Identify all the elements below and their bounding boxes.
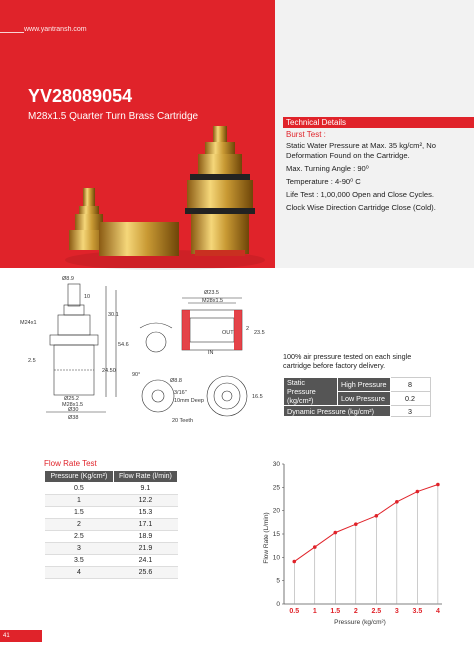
high-pressure-label: High Pressure (338, 378, 391, 392)
pressure-cell: 1 (45, 495, 114, 507)
table-row (45, 531, 178, 543)
column-header-flow: Flow Rate (l/min) (113, 471, 177, 483)
data-point (313, 545, 317, 549)
y-tick-label: 0 (276, 601, 280, 608)
y-tick-label: 10 (272, 554, 280, 562)
dim-label: Ø8.8 (170, 378, 182, 384)
technical-details-list (286, 141, 468, 216)
dim-label: 10 (84, 294, 91, 300)
x-tick-label: 1 (312, 608, 317, 615)
dim-label: 90° (132, 372, 141, 378)
dynamic-pressure-label: Dynamic Pressure (kg/cm²) (284, 406, 391, 417)
data-point (436, 483, 440, 487)
dim-label: 2.5 (28, 358, 36, 364)
dim-label: 10mm Deep (174, 398, 204, 404)
spec-line: Clock Wise Direction Cartridge Close (Cold). (286, 203, 436, 212)
high-pressure-value: 8 (390, 378, 430, 392)
table-row (45, 483, 178, 495)
table-row (45, 519, 178, 531)
spec-line: Max. Turning Angle : 90⁰ (286, 164, 369, 173)
dynamic-pressure-value: 3 (390, 406, 430, 417)
flow-rate-cell: 18.9 (113, 531, 177, 543)
series-line (294, 485, 438, 562)
x-tick-label: 2 (353, 608, 358, 615)
flow-rate-title: Flow Rate Test (44, 459, 97, 468)
x-tick-label: 2.5 (371, 608, 382, 615)
table-row (45, 495, 178, 507)
table-row (45, 555, 178, 567)
dim-label: 23.5 (254, 330, 265, 336)
y-tick-label: 15 (272, 531, 280, 538)
low-pressure-label: Low Pressure (338, 392, 391, 406)
page-number: 41 (0, 630, 42, 642)
dim-label: 3/16" (174, 390, 187, 396)
product-photo (55, 110, 285, 270)
pressure-cell: 3 (45, 543, 114, 555)
pressure-note: 100% air pressure tested on each single cartridge before factory delivery. (283, 352, 412, 370)
data-point (395, 500, 399, 504)
table-row (45, 507, 178, 519)
dim-label: Ø25.2 (64, 396, 79, 402)
y-tick-label: 5 (276, 577, 280, 585)
x-tick-label: 0.5 (289, 608, 300, 615)
data-point (333, 531, 337, 535)
spec-line: Temperature : 4-90⁰ C (286, 177, 361, 186)
x-axis-label: Pressure (kg/cm²) (334, 619, 386, 626)
technical-details-heading: Technical Details (283, 117, 474, 128)
pressure-table (283, 377, 431, 417)
port-label: OUT (222, 330, 234, 336)
dim-label: Ø30 (68, 407, 79, 413)
table-row (45, 543, 178, 555)
pressure-cell: 1.5 (45, 507, 114, 519)
dim-label: 24.50 (102, 368, 116, 374)
port-label: IN (208, 350, 214, 356)
dim-label: M28x1.5 (62, 402, 84, 408)
low-pressure-value: 0.2 (390, 392, 430, 406)
flow-rate-chart (256, 456, 456, 628)
x-tick-label: 4 (435, 608, 440, 615)
y-axis-label: Flow Rate (L/min) (263, 512, 270, 564)
website-url[interactable]: www.yantransh.com (24, 26, 87, 33)
flow-rate-cell: 15.3 (113, 507, 177, 519)
dim-label: Ø8.9 (62, 276, 74, 282)
dim-label: 2 (246, 326, 250, 332)
dim-label: M24x1 (20, 320, 37, 326)
x-tick-label: 3 (394, 608, 399, 615)
product-code: YV28089054 (28, 86, 133, 106)
flow-rate-cell: 9.1 (113, 483, 177, 495)
flow-rate-table (44, 470, 178, 579)
dim-label: 54.6 (118, 342, 129, 348)
spec-line: Static Water Pressure at Max. 35 kg/cm², No Deformation Found on the Cartridge. (286, 141, 436, 160)
data-point (354, 522, 358, 526)
technical-drawing (20, 272, 280, 430)
spec-line: Life Test : 1,00,000 Open and Close Cycles. (286, 190, 435, 199)
flow-rate-cell: 25.6 (113, 567, 177, 579)
x-tick-label: 1.5 (330, 608, 341, 615)
pressure-cell: 3.5 (45, 555, 114, 567)
flow-rate-cell: 17.1 (113, 519, 177, 531)
pressure-cell: 4 (45, 567, 114, 579)
data-point (292, 560, 296, 564)
pressure-cell: 2.5 (45, 531, 114, 543)
data-point (375, 514, 379, 518)
data-point (416, 490, 420, 494)
burst-test-label: Burst Test : (286, 130, 326, 139)
x-tick-label: 3.5 (412, 608, 423, 615)
flow-rate-cell: 21.9 (113, 543, 177, 555)
static-pressure-label: Static Pressure (kg/cm²) (284, 378, 338, 406)
url-rule (0, 32, 24, 33)
y-tick-label: 25 (272, 484, 280, 492)
y-tick-label: 30 (272, 461, 280, 468)
pressure-cell: 0.5 (45, 483, 114, 495)
table-row (45, 567, 178, 579)
dim-label: 30.1 (108, 312, 119, 318)
column-header-pressure: Pressure (Kg/cm²) (45, 471, 114, 483)
dim-label: Ø23.5 (204, 290, 219, 296)
dim-label: M28x1.5 (202, 298, 224, 304)
product-subtitle: M28x1.5 Quarter Turn Brass Cartridge (28, 111, 199, 122)
flow-rate-cell: 12.2 (113, 495, 177, 507)
pressure-cell: 2 (45, 519, 114, 531)
flow-rate-cell: 24.1 (113, 555, 177, 567)
y-tick-label: 20 (272, 507, 280, 515)
dim-label: Ø38 (68, 415, 79, 421)
dim-label: 16.5 (252, 394, 263, 400)
dim-label: 20 Teeth (172, 418, 194, 424)
